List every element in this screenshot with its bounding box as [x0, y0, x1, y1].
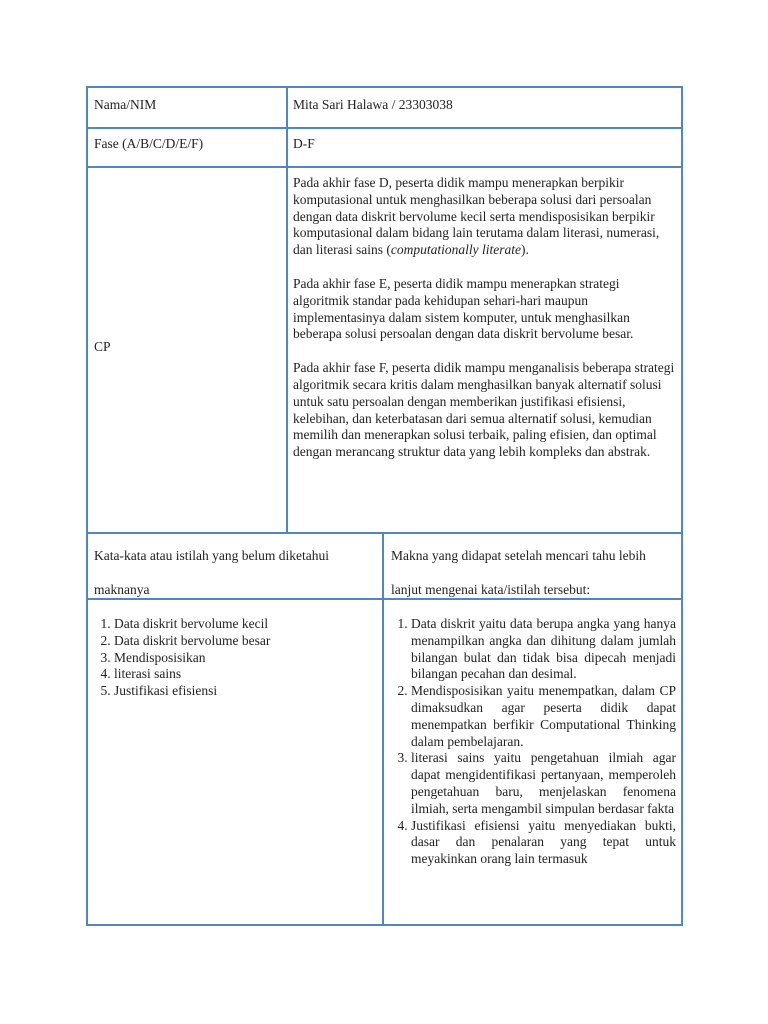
cp-phase-d-text: Pada akhir fase D, peserta didik mampu menerapkan berpikir komputasional untuk menghasilkan beberapa solusi dari persoalan dengan data diskrit bervolume kecil serta mendisposisikan berpikir komputasional dalam bidang lain terutama dalam literasi, numerasi, dan literasi sains (	[293, 175, 660, 258]
term-item: 5. Justifikasi efisiensi	[114, 683, 376, 700]
fase-value: D-F	[293, 136, 315, 151]
meaning-item: 3. literasi sains yaitu pengetahuan ilmiah agar dapat mengidentifikasi pertanyaan, memperoleh pengetahuan baru, menjelaskan fenomena ilmiah, serta mengambil simpulan berdasar fakta	[411, 750, 676, 817]
term-item: 2. Data diskrit bervolume besar	[114, 633, 376, 650]
cp-phase-f: Pada akhir fase F, peserta didik mampu menganalisis beberapa strategi algoritmik secara kritis dalam menghasilkan banyak alternatif solusi untuk satu persoalan dengan memberikan justifikasi efisiensi, kelebihan, dan keterbatasan dari semua alternatif solusi, kemudian memilih dan menerapkan solusi terbaik, paling efisien, dan optimal dengan merancang struktur data yang lebih kompleks dan abstrak.	[293, 360, 675, 460]
cp-phase-d	[293, 175, 677, 259]
meanings-list	[391, 616, 676, 868]
cp-phase-d-end: ).	[520, 242, 529, 258]
cp-phase-e: Pada akhir fase E, peserta didik mampu menerapkan strategi algoritmik standar pada kehidupan sehari-hari maupun implementasinya dalam sistem komputer, untuk menghasilkan beberapa solusi persoalan dengan data diskrit bervolume besar.	[293, 275, 634, 342]
meanings-list-cell	[391, 616, 676, 922]
terms-header: Kata-kata atau istilah yang belum diketahui maknanya	[94, 548, 330, 597]
meaning-item: 4. Justifikasi efisiensi yaitu menyediakan bukti, dasar dan penalaran yang tepat untuk meyakinkan orang lain termasuk	[411, 818, 676, 868]
column-divider-top	[286, 86, 288, 534]
nama-value: Mita Sari Halawa / 23303038	[293, 97, 453, 112]
nama-label: Nama/NIM	[94, 97, 157, 112]
row-divider-1	[86, 127, 683, 129]
term-item: 1. Data diskrit bervolume kecil	[114, 616, 376, 633]
terms-list	[94, 616, 376, 700]
row-divider-2	[86, 166, 683, 168]
terms-list-cell	[94, 616, 376, 700]
row-divider-3	[86, 532, 683, 534]
meaning-header: Makna yang didapat setelah mencari tahu lebih lanjut mengenai kata/istilah tersebut:	[391, 548, 646, 597]
column-divider-bottom	[382, 532, 384, 926]
term-item: 3. Mendisposisikan	[114, 650, 376, 667]
meaning-item: 2. Mendisposisikan yaitu menempatkan, dalam CP dimaksudkan agar peserta didik dapat menempatkan berfikir Computational Thinking dalam pembelajaran.	[411, 683, 676, 750]
term-item: 4. literasi sains	[114, 666, 376, 683]
fase-label: Fase (A/B/C/D/E/F)	[94, 136, 204, 151]
cp-label: CP	[94, 339, 111, 354]
cp-phase-d-italic: computationally literate	[390, 242, 521, 258]
cp-description	[293, 175, 677, 461]
meaning-item: 1. Data diskrit yaitu data berupa angka yang hanya menampilkan angka dan dihitung dalam jumlah bilangan bulat dan tidak bisa dipecah menjadi bilangan pecahan dan desimal.	[411, 616, 676, 683]
